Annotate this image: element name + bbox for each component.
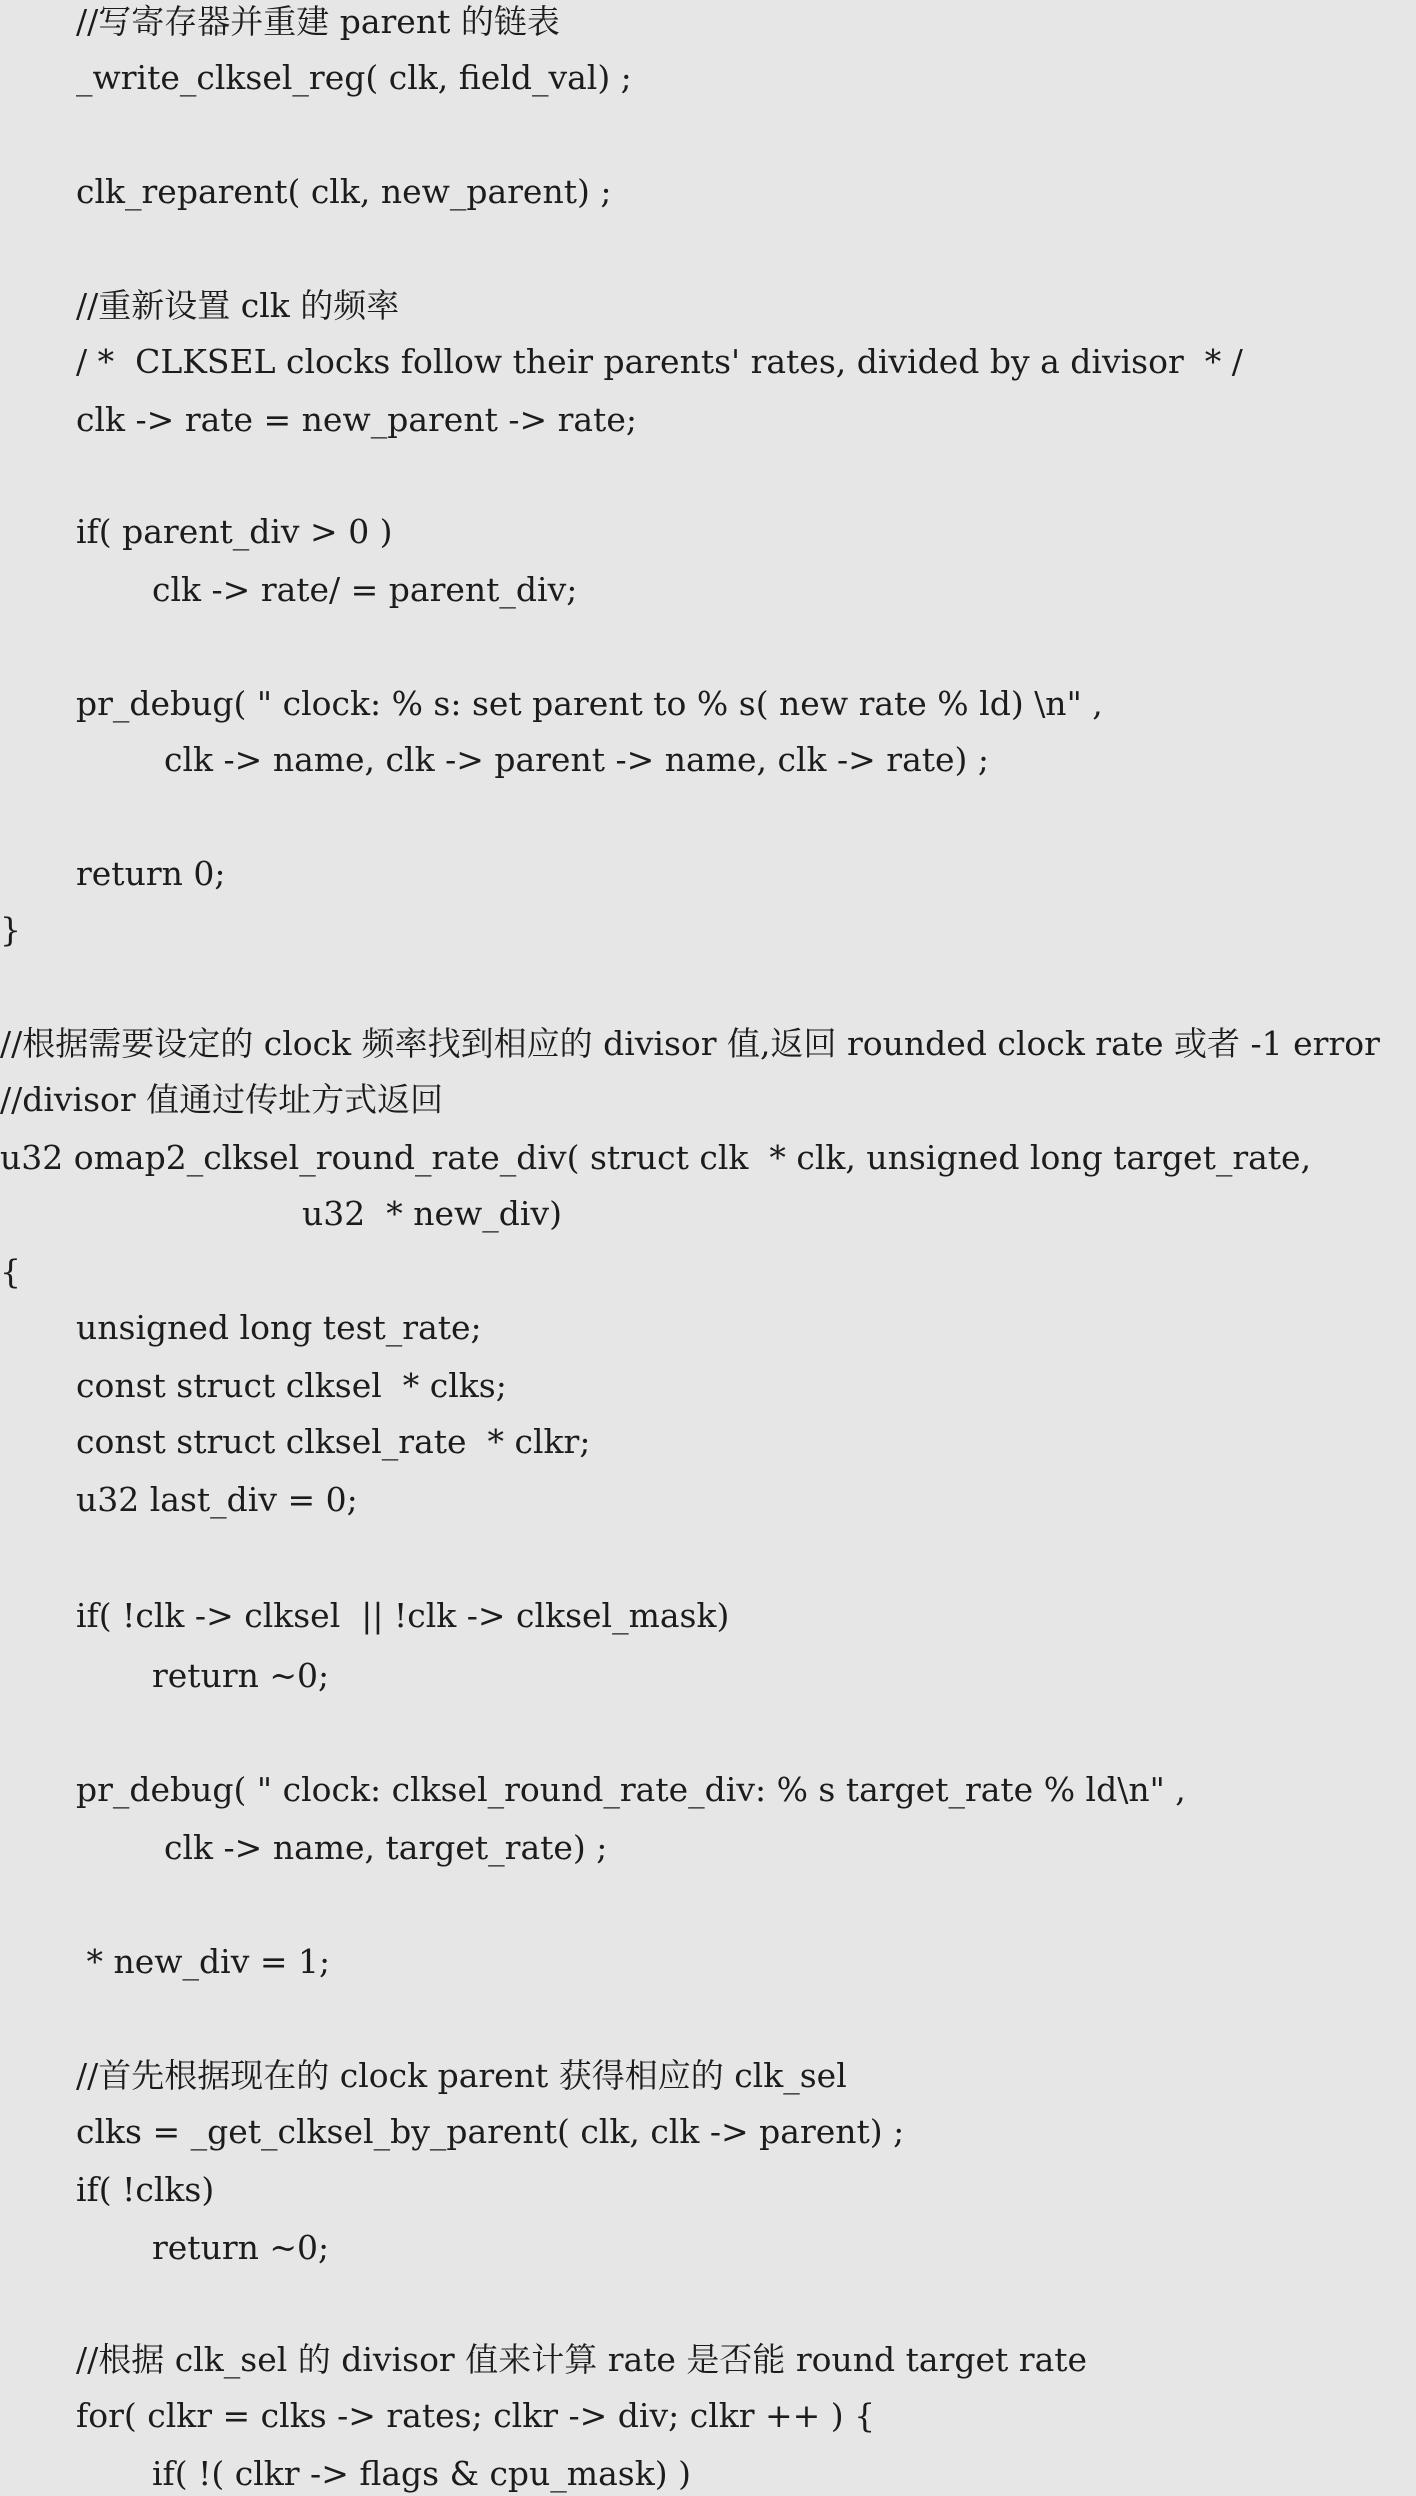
code-line: } [0, 910, 21, 949]
code-line: if( !clks) [76, 2170, 215, 2209]
code-line: return 0; [76, 854, 226, 893]
code-line: return ~0; [152, 2228, 330, 2267]
code-line: * new_div = 1; [76, 1942, 331, 1981]
code-line: / * CLKSEL clocks follow their parents' rates, divided by a divisor * / [76, 342, 1243, 381]
code-line: //写寄存器并重建 parent 的链表 [76, 2, 560, 41]
code-line: u32 last_div = 0; [76, 1480, 358, 1519]
code-line: clks = _get_clksel_by_parent( clk, clk -> parent) ; [76, 2112, 905, 2151]
code-line: clk_reparent( clk, new_parent) ; [76, 172, 612, 211]
code-line: clk -> rate/ = parent_div; [152, 570, 578, 609]
code-line: pr_debug( " clock: clksel_round_rate_div: % s target_rate % ld\n" , [76, 1770, 1186, 1809]
code-line: pr_debug( " clock: % s: set parent to % s( new rate % ld) \n" , [76, 684, 1103, 723]
code-line: //根据 clk_sel 的 divisor 值来计算 rate 是否能 round target rate [76, 2340, 1088, 2379]
code-line: clk -> name, target_rate) ; [164, 1828, 608, 1867]
code-line: //重新设置 clk 的频率 [76, 286, 400, 325]
code-line: u32 omap2_clksel_round_rate_div( struct clk * clk, unsigned long target_rate, [0, 1138, 1312, 1177]
code-line: if( !( clkr -> flags & cpu_mask) ) [152, 2454, 691, 2493]
code-line: if( parent_div > 0 ) [76, 512, 393, 551]
code-line: //根据需要设定的 clock 频率找到相应的 divisor 值,返回 rounded clock rate 或者 -1 error [0, 1024, 1380, 1063]
code-line: for( clkr = clks -> rates; clkr -> div; clkr ++ ) { [76, 2396, 876, 2435]
code-line: //首先根据现在的 clock parent 获得相应的 clk_sel [76, 2056, 847, 2095]
code-line: const struct clksel_rate * clkr; [76, 1422, 591, 1461]
code-line: clk -> name, clk -> parent -> name, clk -> rate) ; [164, 740, 990, 779]
code-line: if( !clk -> clksel || !clk -> clksel_mask) [76, 1596, 730, 1635]
code-line: const struct clksel * clks; [76, 1366, 507, 1405]
code-line: u32 * new_div) [302, 1194, 562, 1233]
code-line: _write_clksel_reg( clk, field_val) ; [76, 58, 632, 97]
code-line: //divisor 值通过传址方式返回 [0, 1080, 444, 1119]
code-line: clk -> rate = new_parent -> rate; [76, 400, 637, 439]
code-line: return ~0; [152, 1656, 330, 1695]
code-line: unsigned long test_rate; [76, 1308, 482, 1347]
code-line: { [0, 1252, 21, 1291]
